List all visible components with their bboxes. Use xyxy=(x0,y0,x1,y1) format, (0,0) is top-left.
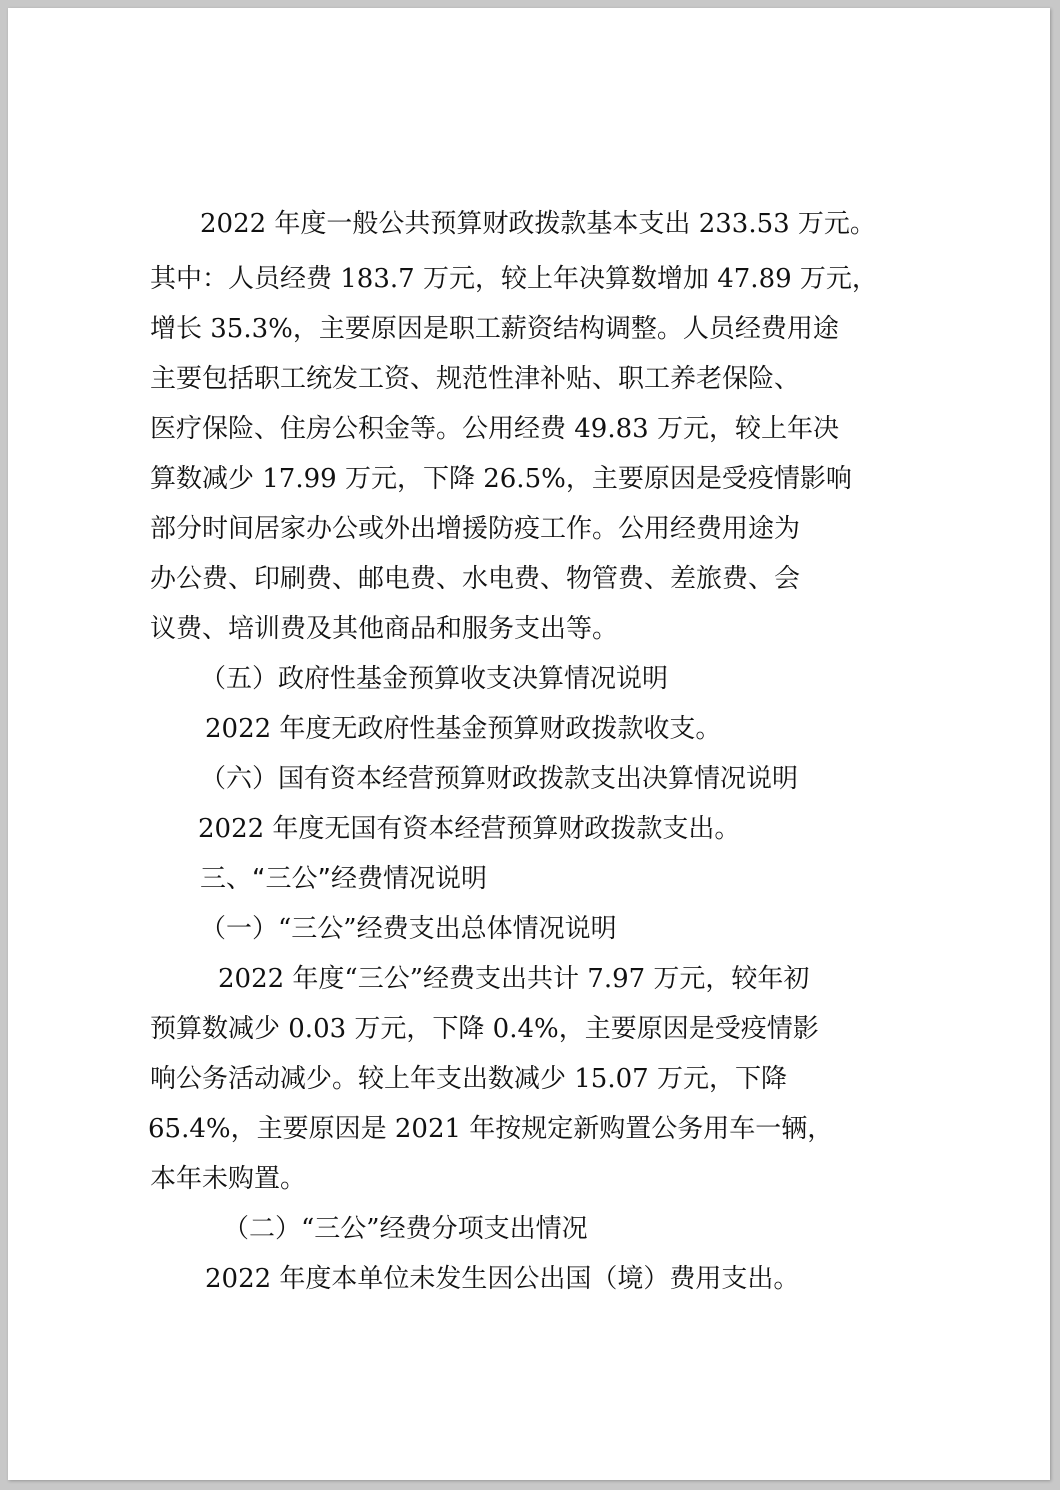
document-page xyxy=(8,8,1050,1480)
paragraph-line: 预算数减少 0.03 万元，下降 0.4%，主要原因是受疫情影 xyxy=(150,1014,819,1044)
paragraph-line: 本年未购置。 xyxy=(150,1164,307,1194)
paragraph-line: 增长 35.3%，主要原因是职工薪资结构调整。人员经费用途 xyxy=(150,314,839,344)
paragraph-line: 医疗保险、住房公积金等。公用经费 49.83 万元，较上年决 xyxy=(150,414,839,444)
paragraph-line: 办公费、印刷费、邮电费、水电费、物管费、差旅费、会 xyxy=(150,564,801,594)
section-heading-6: （六）国有资本经营预算财政拨款支出决算情况说明 xyxy=(200,764,799,794)
section-heading-5: （五）政府性基金预算收支决算情况说明 xyxy=(200,664,669,694)
subheading-3-2: （二）“三公”经费分项支出情况 xyxy=(223,1214,588,1244)
paragraph-line: 其中：人员经费 183.7 万元，较上年决算数增加 47.89 万元， xyxy=(150,264,878,294)
paragraph-line: 2022 年度本单位未发生因公出国（境）费用支出。 xyxy=(205,1264,800,1294)
subheading-3-1: （一）“三公”经费支出总体情况说明 xyxy=(200,914,617,944)
paragraph-line: 议费、培训费及其他商品和服务支出等。 xyxy=(150,614,619,644)
paragraph-line: 2022 年度“三公”经费支出共计 7.97 万元，较年初 xyxy=(218,964,810,994)
paragraph-line: 部分时间居家办公或外出增援防疫工作。公用经费用途为 xyxy=(150,514,801,544)
paragraph-line: 65.4%，主要原因是 2021 年按规定新购置公务用车一辆， xyxy=(148,1114,834,1144)
paragraph-line: 2022 年度无国有资本经营预算财政拨款支出。 xyxy=(198,814,741,844)
paragraph-line: 算数减少 17.99 万元，下降 26.5%，主要原因是受疫情影响 xyxy=(150,464,852,494)
paragraph-line: 响公务活动减少。较上年支出数减少 15.07 万元，下降 xyxy=(150,1064,787,1094)
paragraph-line: 2022 年度一般公共预算财政拨款基本支出 233.53 万元。 xyxy=(200,209,876,239)
paragraph-line: 2022 年度无政府性基金预算财政拨款收支。 xyxy=(205,714,722,744)
paragraph-line: 主要包括职工统发工资、规范性津补贴、职工养老保险、 xyxy=(150,364,801,394)
section-heading-3: 三、“三公”经费情况说明 xyxy=(200,864,487,894)
